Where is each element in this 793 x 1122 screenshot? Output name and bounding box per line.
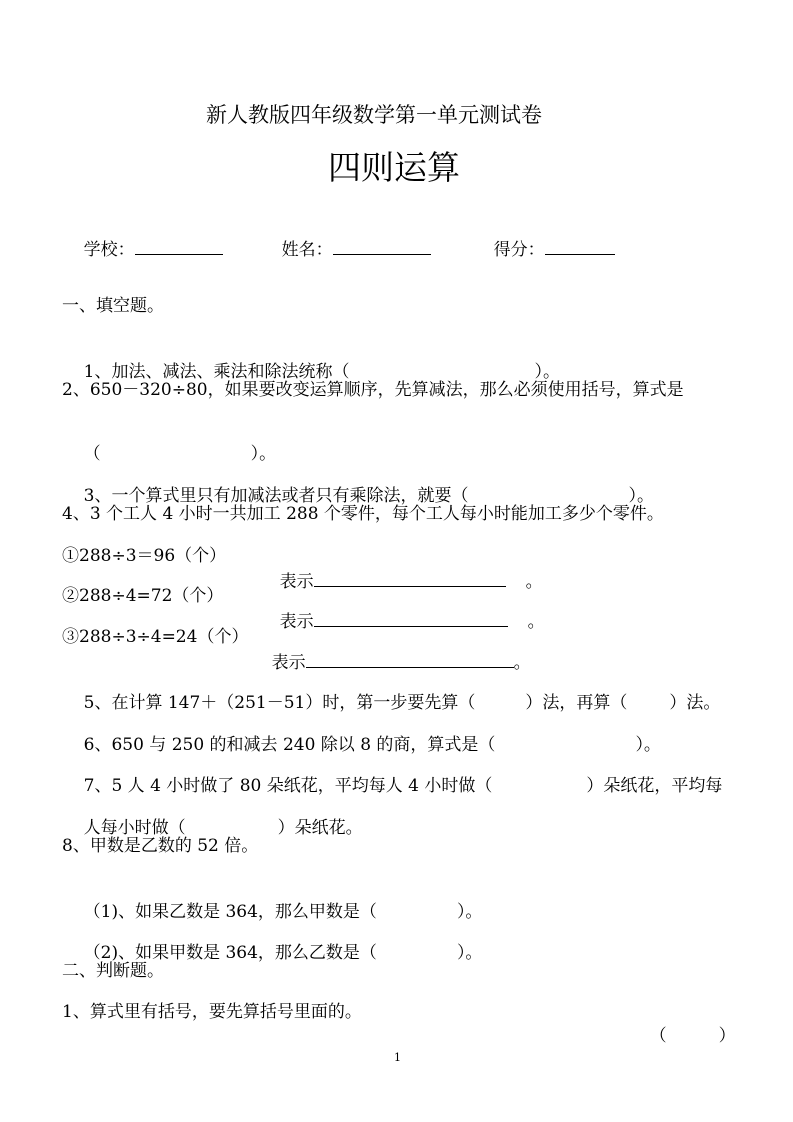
question-7-end: ）朵纸花。 [277,818,363,838]
question-4-stem: 4、3 个工人 4 小时一共加工 288 个零件，每个工人每小时能加工多少个零件。 [62,504,664,524]
bracket-close: ） [718,1026,736,1046]
part1-end: ）。 [456,902,483,922]
part2-end: ）。 [456,943,483,963]
bracket-open: （ [649,1026,667,1046]
question-6-text: 6、650 与 250 的和减去 240 除以 8 的商，算式是（ [83,735,496,755]
question-3-text: 3、一个算式里只有加减法或者只有乘除法，就要（ [83,486,469,506]
question-5-mid: ）法，再算（ [525,693,628,713]
question-3-end: ）。 [628,486,654,506]
sub2-end: 。 [527,612,545,632]
exam-subtitle: 四则运算 [328,148,460,187]
part2-text: （2)、如果甲数是 364，那么乙数是（ [83,943,377,963]
school-blank[interactable] [135,236,223,255]
sub3-label: 表示 [271,653,306,673]
judge-question-1-bracket [628,1000,736,1072]
name-blank[interactable] [333,236,431,255]
school-label: 学校： [83,240,135,260]
question-7-text: 7、5 人 4 小时做了 80 朵纸花，平均每人 4 小时做（ [83,776,493,796]
sub1-end: 。 [525,572,543,592]
part1-text: （1)、如果乙数是 364，那么甲数是（ [83,902,377,922]
score-field [472,212,615,286]
question-1-end: ）。 [534,362,560,382]
answer-blank[interactable] [306,649,514,668]
question-4-sub3-expr: ③288÷3÷4=24（个） [62,627,249,647]
question-6-end: ）。 [635,735,661,755]
question-2-open: （ [83,444,101,464]
question-7-cont: 人每小时做（ [83,818,186,838]
question-5-text: 5、在计算 147＋（251－51）时，第一步要先算（ [83,693,476,713]
question-4-sub2-expr: ②288÷4=72（个） [62,586,224,606]
page-number: 1 [394,1051,401,1064]
sub2-label: 表示 [279,612,314,632]
question-4-sub1-expr: ①288÷3＝96（个） [62,546,227,566]
name-field [260,212,431,286]
exam-title: 新人教版四年级数学第一单元测试卷 [206,103,542,127]
question-8-stem: 8、甲数是乙数的 52 倍。 [62,836,259,856]
question-1-text: 1、加法、减法、乘法和除法统称（ [83,362,350,382]
section2-heading: 二、判断题。 [62,961,164,981]
school-field [62,212,223,286]
question-2-end: ）。 [250,444,277,464]
question-2-line1: 2、650－320÷80，如果要改变运算顺序，先算减法，那么必须使用括号，算式是 [62,380,684,400]
score-blank[interactable] [545,236,615,255]
sub3-end: 。 [513,653,531,673]
section1-heading: 一、填空题。 [62,296,164,316]
sub1-label: 表示 [279,572,314,592]
name-label: 姓名： [281,240,333,260]
question-5-end: ）法。 [669,693,721,713]
score-label: 得分： [493,240,545,260]
judge-question-1-text: 1、算式里有括号，要先算括号里面的。 [62,1002,362,1022]
question-7-mid: ）朵纸花，平均每 [586,776,723,796]
